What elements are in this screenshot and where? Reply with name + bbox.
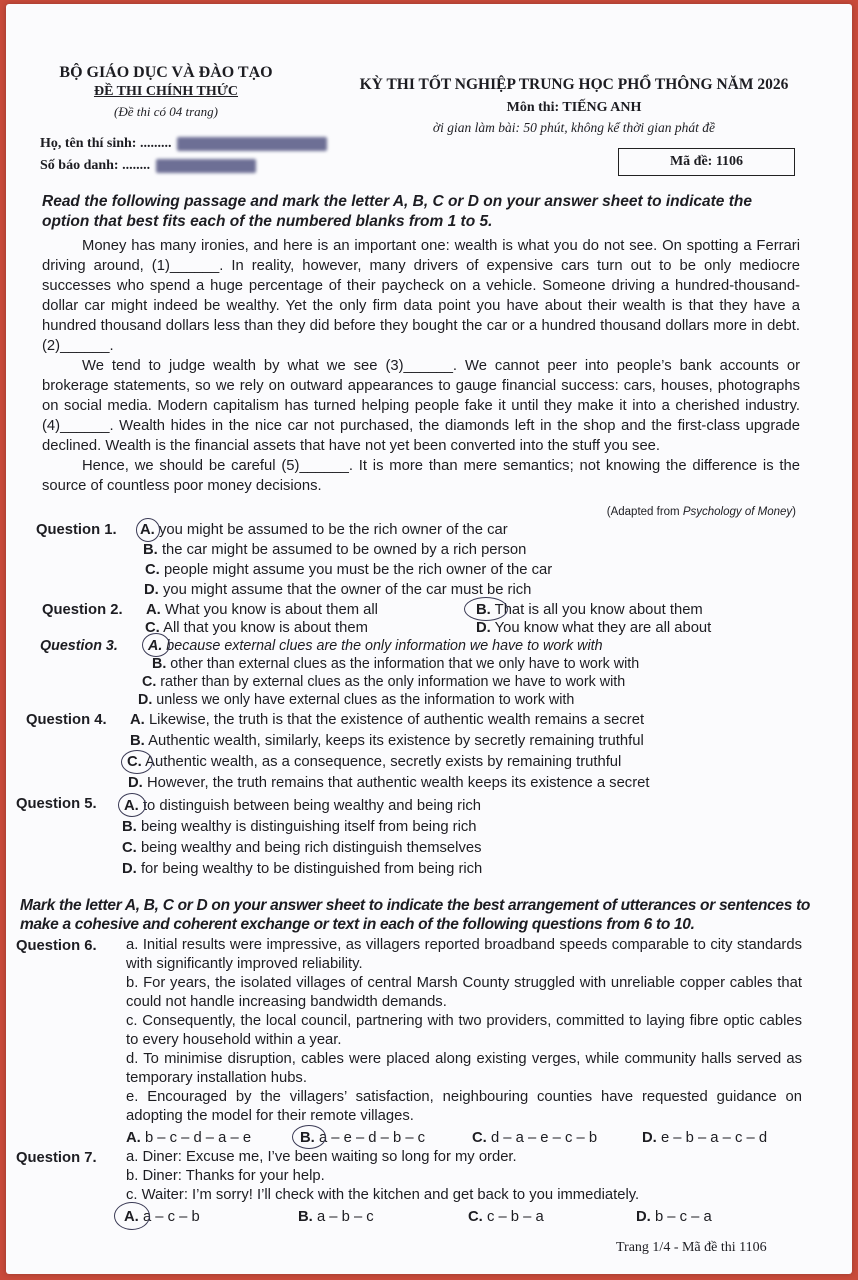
option-letter: B. [476, 602, 491, 618]
option-b[interactable] [130, 731, 644, 752]
option-letter: B. [122, 819, 137, 835]
option-letter: D. [122, 861, 137, 877]
option-c[interactable] [127, 752, 621, 773]
item-a: a. Initial results were impressive, as villagers reported broadband speeds comparable to city standards with significantly improved reliability. [126, 937, 802, 972]
option-a[interactable] [140, 520, 508, 541]
question-1 [6, 518, 852, 600]
option-letter: A. [140, 522, 155, 538]
option-text: a – c – b [142, 1209, 200, 1225]
item-c: c. Consequently, the local council, partnering with two providers, committed to laying fibre optic cables to every household within a year. [126, 1013, 802, 1048]
option-b[interactable] [122, 817, 477, 838]
option-letter: A. [148, 638, 163, 654]
option-letter: A. [126, 1130, 141, 1146]
question-label: Question 1. [36, 522, 117, 538]
question-7 [6, 1148, 852, 1227]
option-c[interactable] [145, 560, 552, 581]
option-letter: A. [146, 602, 161, 618]
option-text: people might assume you must be the rich owner of the car [163, 562, 553, 578]
option-text: Authentic wealth, similarly, keeps its existence by secretly remaining truthful [148, 733, 644, 749]
passage-paragraph-1: Money has many ironies, and here is an important one: wealth is what you do not see. On spotting a Ferrari driving around, (1)______. In reality, however, many drivers of expensive cars turn out to be only mediocre successes who spend a huge percentage of their paycheck on a vehicle. Someone driving a hundred-thousand-dollar car might indeed be wealthy. Yet the only firm data point you have about their wealth is that they have a hundred thousand dollars less than they did before they bought the car or a hundred thousand dollars more in debt. (2)______. [42, 238, 800, 354]
answer-circle-mark [118, 793, 146, 817]
option-a[interactable] [126, 1128, 251, 1149]
question-2 [6, 600, 852, 636]
exam-page [6, 4, 852, 1274]
option-b[interactable] [300, 1128, 425, 1149]
option-text: What you know is about them all [164, 602, 378, 618]
option-text: being wealthy is distinguishing itself from being rich [140, 819, 477, 835]
option-text: That is all you know about them [494, 602, 703, 618]
question-label: Question 5. [16, 796, 97, 812]
option-letter: D. [636, 1209, 651, 1225]
item-b: b. For years, the isolated villages of central Marsh County struggled with unreliable copper cables that could not handle increasing bandwidth demands. [126, 975, 802, 1010]
option-letter: B. [143, 542, 158, 558]
option-letter: A. [124, 1209, 139, 1225]
option-text: Likewise, the truth is that the existence of authentic wealth remains a secret [148, 712, 645, 728]
question-list-1-5 [6, 518, 852, 880]
redacted-name [177, 137, 327, 151]
candidate-name-label: Họ, tên thí sinh: ......... [40, 136, 172, 151]
option-text: because external clues are the only information we have to work with [166, 638, 603, 654]
option-a[interactable] [124, 1207, 200, 1228]
candidate-number-label: Số báo danh: ........ [40, 158, 151, 173]
option-letter: D. [642, 1130, 657, 1146]
option-letter: D. [144, 582, 159, 598]
question-label: Question 6. [16, 938, 97, 954]
item-e: e. Encouraged by the villagers’ satisfaction, neighbouring counties have requested guidance on adopting the model for their remote villages. [126, 1089, 802, 1124]
section1-instruction: Read the following passage and mark the letter A, B, C or D on your answer sheet to indicate the option that best fits each of the numbered blanks from 1 to 5. [42, 193, 752, 230]
option-text: being wealthy and being rich distinguish themselves [140, 840, 482, 856]
header-left [36, 64, 296, 120]
option-letter: A. [130, 712, 145, 728]
option-letter: C. [142, 674, 157, 690]
question-6-items [6, 936, 852, 1126]
item-c: c. Waiter: I’m sorry! I’ll check with the kitchen and get back to you immediately. [126, 1187, 640, 1203]
section2-instruction: Mark the letter A, B, C or D on your answer sheet to indicate the best arrangement of utterances or sentences to make a cohesive and coherent exchange or text in each of the following questions from 6 to 10. [20, 897, 811, 933]
option-text: to distinguish between being wealthy and being rich [142, 798, 482, 814]
option-b[interactable] [143, 540, 526, 561]
option-d[interactable] [636, 1207, 712, 1228]
option-letter: C. [145, 620, 160, 636]
page-footer: Trang 1/4 - Mã đề thi 1106 [616, 1240, 767, 1255]
question-4 [6, 710, 852, 794]
option-b[interactable] [298, 1207, 374, 1228]
question-6 [6, 936, 852, 1148]
exam-code-box: Mã đề: 1106 [618, 148, 795, 176]
question-5 [6, 794, 852, 880]
option-text: However, the truth remains that authentic wealth keeps its existence a secret [146, 775, 650, 791]
option-text: All that you know is about them [163, 620, 368, 636]
option-letter: B. [130, 733, 145, 749]
option-letter: D. [476, 620, 491, 636]
option-d[interactable] [128, 773, 649, 794]
option-c[interactable] [122, 838, 481, 859]
option-a[interactable] [124, 796, 481, 817]
exam-title: KỲ THI TỐT NGHIỆP TRUNG HỌC PHỔ THÔNG NĂM 2026 [359, 76, 789, 93]
pages-note: (Đề thi có 04 trang) [114, 104, 218, 119]
option-text: you might assume that the owner of the car must be rich [162, 582, 532, 598]
question-label: Question 3. [40, 638, 118, 654]
question-6-options [6, 1126, 852, 1148]
option-d[interactable] [138, 690, 574, 711]
item-d: d. To minimise disruption, cables were placed along existing verges, while community halls served as temporary installation hubs. [126, 1051, 802, 1086]
source-prefix: (Adapted from [606, 506, 683, 518]
option-letter: C. [122, 840, 137, 856]
option-text: d – a – e – c – b [490, 1130, 598, 1146]
question-3 [6, 636, 852, 710]
option-letter: B. [298, 1209, 313, 1225]
redacted-number [156, 159, 256, 173]
source-title: Psychology of Money [682, 506, 793, 518]
answer-circle-mark [121, 750, 153, 774]
ministry-name: BỘ GIÁO DỤC VÀ ĐÀO TẠO [59, 64, 273, 81]
option-letter: C. [127, 754, 142, 770]
option-text: c – b – a [486, 1209, 544, 1225]
option-text: e – b – a – c – d [660, 1130, 768, 1146]
option-letter: C. [468, 1209, 483, 1225]
option-d[interactable] [144, 580, 531, 601]
official-exam-label: ĐỀ THI CHÍNH THỨC [93, 84, 239, 99]
option-letter: B. [152, 656, 167, 672]
question-label: Question 2. [42, 602, 123, 618]
answer-circle-mark [114, 1202, 150, 1230]
exam-subject: Môn thi: TIẾNG ANH [506, 100, 642, 115]
option-text: You know what they are all about [494, 620, 712, 636]
option-letter: C. [472, 1130, 487, 1146]
candidate-name-row [40, 136, 329, 152]
header-right [324, 76, 824, 136]
source-suffix: ) [792, 506, 796, 518]
passage-source [6, 506, 852, 518]
option-text: a – b – c [316, 1209, 374, 1225]
question-7-items [6, 1148, 852, 1205]
option-text: rather than by external clues as the only information we have to work with [160, 674, 626, 690]
option-text: you might be assumed to be the rich owner of the car [158, 522, 508, 538]
exam-time: ời gian làm bài: 50 phút, không kể thời gian phát đề [432, 120, 716, 135]
option-c[interactable] [468, 1207, 544, 1228]
option-letter: C. [145, 562, 160, 578]
answer-circle-mark [292, 1125, 326, 1149]
option-letter: B. [300, 1130, 315, 1146]
option-text: b – c – a [654, 1209, 712, 1225]
option-text: other than external clues as the information that we only have to work with [170, 656, 640, 672]
option-d[interactable] [642, 1128, 767, 1149]
option-text: the car might be assumed to be owned by a rich person [161, 542, 527, 558]
option-text: Authentic wealth, as a consequence, secretly exists by remaining truthful [145, 754, 622, 770]
item-b: b. Diner: Thanks for your help. [126, 1168, 325, 1184]
option-text: unless we only have external clues as the information to work with [156, 692, 575, 708]
option-letter: A. [124, 798, 139, 814]
item-a: a. Diner: Excuse me, I’ve been waiting so long for my order. [126, 1149, 517, 1165]
reading-passage [6, 236, 852, 496]
question-label: Question 7. [16, 1150, 97, 1166]
option-text: for being wealthy to be distinguished from being rich [140, 861, 483, 877]
exam-content [6, 192, 852, 1227]
option-text: a – e – d – b – c [318, 1130, 426, 1146]
option-text: b – c – d – a – e [144, 1130, 252, 1146]
passage-paragraph-2: We tend to judge wealth by what we see (3)______. We cannot peer into people’s bank accounts or brokerage statements, so we rely on outward appearances to gauge financial success: cars, houses, photographs on social media. Modern capitalism has turned helping people fake it until they make it into a cherished industry. (4)______. Wealth hides in the nice car not purchased, the diamonds left in the shop and the first-class upgrade declined. Wealth is the financial assets that have not yet been converted into the stuff you see. [42, 358, 800, 454]
answer-circle-mark [136, 518, 160, 542]
option-c[interactable] [472, 1128, 597, 1149]
candidate-number-row [40, 158, 258, 174]
question-7-options [6, 1205, 852, 1227]
option-letter: D. [138, 692, 153, 708]
option-a[interactable] [130, 710, 644, 731]
question-label: Question 4. [26, 712, 107, 728]
option-d[interactable] [122, 859, 482, 880]
option-letter: D. [128, 775, 143, 791]
passage-paragraph-3: Hence, we should be careful (5)______. It is more than mere semantics; not knowing the difference is the source of countless poor money decisions. [42, 458, 800, 494]
